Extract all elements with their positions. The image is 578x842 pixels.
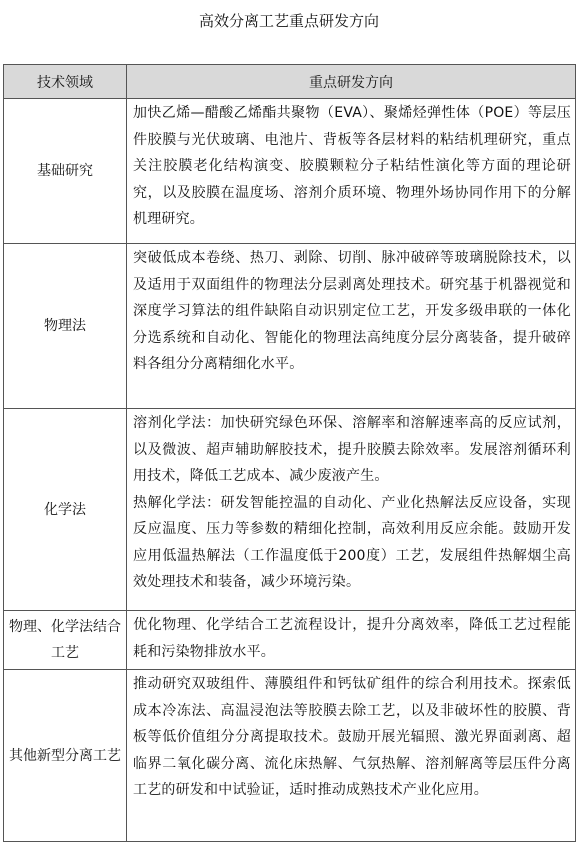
rd-direction-text: 溶剂化学法：加快研究绿色环保、溶解率和溶解速率高的反应试剂，以及微波、超声辅助解胶技术，提升胶膜去除效率。发展溶剂循环利用技术，降低工艺成本、减少废液产生。 — [133, 415, 571, 484]
rd-directions-table — [3, 64, 576, 842]
tech-area-cell: 物理法 — [4, 244, 127, 409]
table-row — [4, 409, 576, 611]
table-row — [4, 670, 576, 842]
rd-direction-cell — [127, 99, 576, 244]
tech-area-cell: 基础研究 — [4, 99, 127, 244]
tech-area-cell: 其他新型分离工艺 — [4, 670, 127, 842]
table-row — [4, 611, 576, 670]
rd-direction-text: 突破低成本卷绕、热刀、剥除、切削、脉冲破碎等玻璃脱除技术，以及适用于双面组件的物理法分层剥离处理技术。研究基于机器视觉和深度学习算法的组件缺陷自动识别定位工艺，开发多级串联的一体化分选系统和自动化、智能化的物理法高纯度分层分离装备，提升破碎料各组分分离精细化水平。 — [133, 250, 571, 372]
tech-area-cell: 化学法 — [4, 409, 127, 611]
rd-direction-text: 加快乙烯—醋酸乙烯酯共聚物（EVA）、聚烯烃弹性体（POE）等层压件胶膜与光伏玻璃、电池片、背板等各层材料的粘结机理研究，重点关注胶膜老化结构演变、胶膜颗粒分子粘结性演化等方面的理论研究，以及胶膜在温度场、溶剂介质环境、物理外场协同作用下的分解机理研究。 — [133, 105, 571, 227]
rd-direction-cell — [127, 611, 576, 670]
page-title: 高效分离工艺重点研发方向 — [198, 12, 379, 30]
table-header-row — [4, 65, 576, 99]
rd-direction-cell — [127, 409, 576, 611]
header-rd-direction: 重点研发方向 — [127, 65, 576, 99]
header-tech-area: 技术领域 — [4, 65, 127, 99]
rd-direction-text: 优化物理、化学结合工艺流程设计，提升分离效率，降低工艺过程能耗和污染物排放水平。 — [133, 617, 571, 660]
rd-direction-text: 推动研究双玻组件、薄膜组件和钙钛矿组件的综合利用技术。探索低成本冷冻法、高温浸泡法等胶膜去除工艺，以及非破坏性的胶膜、背板等低价值组分分离提取技术。鼓励开展光辐照、激光界面剥离、超临界二氧化碳分离、流化床热解、气氛热解、溶剂解离等层压件分离工艺的研发和中试验证，适时推动成熟技术产业化应用。 — [133, 676, 571, 798]
rd-direction-cell — [127, 244, 576, 409]
tech-area-cell: 物理、化学法结合工艺 — [4, 611, 127, 670]
rd-direction-cell — [127, 670, 576, 842]
table-row — [4, 244, 576, 409]
rd-direction-text: 热解化学法：研发智能控温的自动化、产业化热解法反应设备，实现反应温度、压力等参数的精细化控制，高效利用反应余能。鼓励开发应用低温热解法（工作温度低于200度）工艺，发展组件热解烟尘高效处理技术和装备，减少环境污染。 — [133, 494, 571, 590]
table-row — [4, 99, 576, 244]
